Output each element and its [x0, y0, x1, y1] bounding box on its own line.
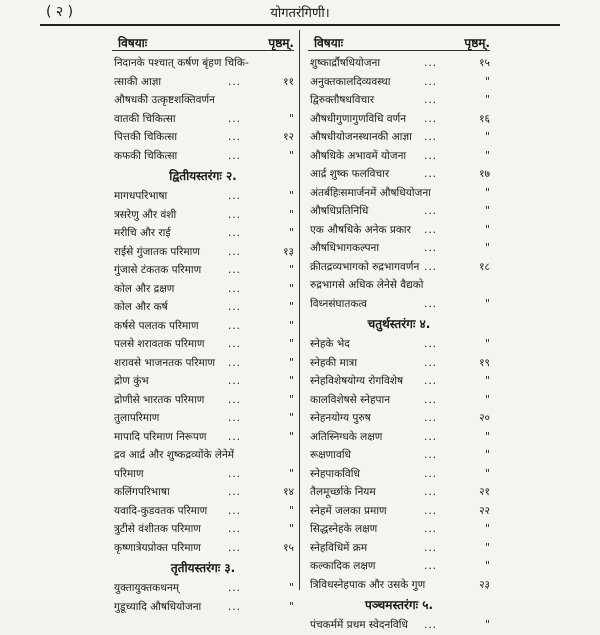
entry-title: मापादि परिमाण निरूपण — [114, 430, 207, 443]
entry-title: गुडूच्यादि औषधियोजना — [114, 600, 202, 613]
index-entry — [112, 261, 294, 280]
entry-title: द्रव आर्द्र और शुष्कद्रव्योंके लेनेमें — [114, 449, 235, 461]
index-entry — [112, 354, 294, 373]
entry-leader: ... — [424, 430, 438, 443]
entry-leader: ... — [424, 57, 438, 69]
entry-title: द्रोणीसे भारतक परिमाण — [114, 393, 205, 406]
entry-title: स्नेहविशेषयोग्य रोगविशेष — [310, 375, 404, 387]
right-entries-1 — [308, 54, 490, 313]
index-entry — [308, 276, 490, 295]
entry-leader: ... — [228, 301, 242, 313]
index-entry — [308, 557, 490, 576]
index-entry — [112, 73, 294, 92]
index-entry — [112, 579, 294, 598]
index-entry — [308, 465, 490, 484]
entry-title: कलिंगपरिभाषा — [114, 486, 170, 498]
entry-leader: ... — [424, 541, 438, 554]
index-entry — [308, 409, 490, 428]
entry-title: औषधकी उत्कृष्टशक्तिवर्णन — [114, 94, 215, 106]
entry-page: " — [485, 94, 490, 106]
page-header — [40, 0, 560, 26]
entry-leader: ... — [228, 338, 242, 350]
entry-leader: ... — [424, 375, 438, 387]
entry-title: विध्नसंघातकत्व — [310, 297, 368, 310]
entry-title: औषधिभागकल्पना — [310, 242, 380, 254]
section-heading: चतुर्थस्तरंगः ४. — [367, 317, 431, 331]
index-entry — [112, 91, 294, 110]
entry-title: निदानके पश्चात् कर्षण बृंहण चिकि- — [114, 57, 249, 69]
entry-page: " — [289, 467, 294, 480]
entry-leader: ... — [424, 412, 438, 424]
index-entry — [112, 298, 294, 317]
entry-leader: ... — [424, 223, 438, 236]
index-entry — [308, 54, 490, 73]
entry-leader: ... — [424, 149, 438, 162]
left-entries-3 — [112, 579, 294, 616]
entry-leader: ... — [228, 75, 242, 88]
entry-page: " — [485, 297, 490, 310]
entry-page: " — [289, 356, 294, 369]
column-divider — [299, 30, 300, 590]
entry-leader: ... — [228, 208, 242, 221]
entry-leader: ... — [228, 319, 242, 332]
index-entry — [112, 520, 294, 539]
entry-leader: ... — [424, 297, 438, 310]
entry-leader: ... — [424, 393, 438, 406]
index-entry — [112, 483, 294, 502]
entry-page: " — [289, 393, 294, 406]
entry-title: कल्कादिक लक्षण — [310, 560, 376, 572]
entry-page: " — [289, 430, 294, 443]
entry-page: " — [485, 75, 490, 88]
entry-title: कोल और कर्ष — [114, 301, 168, 313]
entry-page: " — [289, 301, 294, 313]
entry-title: गुंजासे टंकतक परिमाण — [114, 264, 202, 276]
entry-title: अंतर्बहिःसमार्जनमें औषधियोजना — [310, 186, 431, 199]
entry-page: " — [485, 619, 490, 631]
entry-page: " — [289, 600, 294, 613]
right-column-heading — [308, 30, 490, 50]
index-entry — [308, 335, 490, 354]
entry-page: १५ — [283, 541, 294, 554]
entry-leader: ... — [424, 356, 438, 369]
entry-title: कालविशेषसे स्नेहपान — [310, 393, 391, 406]
entry-title: त्रसरेणु और वंशी — [114, 208, 177, 221]
index-entry — [308, 110, 490, 129]
entry-title: स्नेहनयोग्य पुरुष — [310, 412, 371, 424]
entry-title: द्विरुक्तौषधविचार — [310, 94, 375, 106]
index-entry — [308, 502, 490, 521]
index-entry — [308, 91, 490, 110]
entry-page: " — [289, 375, 294, 387]
entry-leader: ... — [228, 356, 242, 369]
index-entry — [308, 372, 490, 391]
entry-leader: ... — [228, 282, 242, 295]
index-entry — [308, 184, 490, 203]
entry-leader: ... — [228, 245, 242, 258]
entry-leader: ... — [424, 619, 438, 631]
entry-page: " — [485, 205, 490, 217]
entry-leader: ... — [424, 94, 438, 106]
entry-title: औषधीयोजनस्थानकी आज्ञा — [310, 131, 412, 143]
entry-title: स्नेहमें जलका प्रमाण — [310, 504, 387, 517]
entry-page: १९ — [479, 356, 490, 369]
entry-page: " — [485, 467, 490, 480]
entry-title: त्साकी आज्ञा — [114, 75, 162, 88]
entry-title: अतिस्निग्धके लक्षण — [310, 430, 383, 443]
index-entry — [112, 391, 294, 410]
entry-leader: ... — [228, 541, 242, 554]
entry-title: यवादि-कुडवतक परिमाण — [114, 504, 208, 517]
entry-page: " — [289, 582, 294, 594]
entry-title: कफकी चिकित्सा — [114, 149, 178, 162]
entry-page: १८ — [479, 260, 490, 273]
left-column — [112, 30, 294, 616]
index-entry — [112, 335, 294, 354]
entry-title: मरीचि और राई — [114, 227, 171, 239]
index-entry — [308, 165, 490, 184]
index-entry — [308, 616, 490, 635]
index-entry — [308, 239, 490, 258]
index-entry — [308, 483, 490, 502]
entry-page: १७ — [479, 168, 490, 180]
entry-page: " — [485, 449, 490, 461]
index-entry — [308, 446, 490, 465]
entry-leader: ... — [424, 338, 438, 350]
entry-title: त्रिविधस्नेहपाक और उसके गुण — [310, 578, 426, 591]
entry-page: " — [289, 208, 294, 221]
entry-title: वातकी चिकित्सा — [114, 112, 176, 125]
index-entry — [112, 187, 294, 206]
index-entry — [112, 224, 294, 243]
entry-page: " — [289, 112, 294, 125]
entry-title: पलसे शरावतक परिमाण — [114, 338, 205, 350]
entry-page: " — [485, 523, 490, 535]
entry-leader: ... — [424, 75, 438, 88]
right-column — [308, 30, 490, 635]
index-entry — [112, 446, 294, 465]
entry-title: पित्तकी चिकित्सा — [114, 131, 178, 143]
entry-title: मागधपरिभाषा — [114, 190, 168, 202]
entry-title: परिमाण — [114, 467, 144, 480]
entry-page: १६ — [479, 112, 490, 125]
index-entry — [112, 243, 294, 262]
entry-page: " — [289, 523, 294, 535]
entry-leader: ... — [424, 112, 438, 125]
entry-leader: ... — [424, 560, 438, 572]
entry-page: १५ — [479, 57, 490, 69]
right-entries-2 — [308, 335, 490, 594]
index-entry — [112, 539, 294, 558]
entry-page: " — [485, 131, 490, 143]
entry-title: युक्तायुक्तकथनम् — [114, 582, 180, 594]
entry-leader: ... — [424, 242, 438, 254]
index-entry — [112, 598, 294, 617]
entry-leader: ... — [228, 467, 242, 480]
entry-title: स्नेहकी मात्रा — [310, 356, 358, 369]
entry-page: " — [289, 264, 294, 276]
index-entry — [112, 110, 294, 129]
entry-page: २३ — [479, 578, 490, 591]
section-heading: द्वितीयस्तरंगः २. — [169, 169, 237, 183]
entry-page: " — [289, 338, 294, 350]
left-entries-2 — [112, 187, 294, 557]
index-entry — [112, 465, 294, 484]
index-entry — [308, 202, 490, 221]
index-entry — [308, 391, 490, 410]
entry-title: स्नेहविधिमें क्रम — [310, 541, 368, 554]
entry-page: " — [485, 375, 490, 387]
entry-title: एक औषधिके अनेक प्रकार — [310, 223, 411, 236]
entry-leader: ... — [228, 131, 242, 143]
entry-page: " — [485, 430, 490, 443]
entry-title: कोल और द्रक्षण — [114, 282, 175, 295]
right-entries-3 — [308, 616, 490, 635]
entry-leader: ... — [228, 412, 242, 424]
entry-leader: ... — [228, 582, 242, 594]
index-entry — [308, 258, 490, 277]
entry-page: " — [289, 504, 294, 517]
entry-page: " — [289, 319, 294, 332]
entry-page: " — [485, 338, 490, 350]
entry-page: ११ — [283, 75, 294, 88]
entry-page: " — [289, 190, 294, 202]
section-heading: पञ्चमस्तरंगः ५. — [364, 598, 434, 612]
index-entry — [112, 147, 294, 166]
entry-leader: ... — [424, 260, 438, 273]
entry-title: औषधीगुणागुणविधि वर्णन — [310, 112, 407, 125]
entry-leader: ... — [424, 205, 438, 217]
entry-title: शुष्कार्द्रौषधियोजना — [310, 57, 381, 69]
entry-title: औषधिके अभावमें योजना — [310, 149, 407, 162]
entry-leader: ... — [228, 430, 242, 443]
index-entry — [112, 206, 294, 225]
entry-page: २० — [479, 412, 490, 424]
entry-leader: ... — [424, 131, 438, 143]
entry-page: " — [485, 186, 490, 199]
entry-leader: ... — [228, 393, 242, 406]
entry-page: " — [485, 393, 490, 406]
page-number: ( २ ) — [46, 4, 74, 20]
entry-title: स्नेहपाकविधि — [310, 467, 360, 480]
entry-page: १३ — [283, 245, 294, 258]
entry-page: " — [289, 149, 294, 162]
entry-leader: ... — [228, 227, 242, 239]
entry-page: " — [485, 242, 490, 254]
index-entry — [308, 354, 490, 373]
entry-page: " — [485, 560, 490, 572]
index-entry — [112, 54, 294, 73]
entry-title: शरावसे भाजनतक परिमाण — [114, 356, 216, 369]
entry-page: १२ — [283, 131, 294, 143]
index-entry — [112, 128, 294, 147]
entry-leader: ... — [424, 168, 438, 180]
entry-page: " — [485, 541, 490, 554]
index-entry — [112, 280, 294, 299]
entry-leader: ... — [228, 504, 242, 517]
entry-title: कृष्णात्रेयप्रोक्त परिमाण — [114, 541, 201, 554]
entry-leader: ... — [228, 112, 242, 125]
entry-title: कर्षसे पलतक परिमाण — [114, 319, 199, 332]
entry-title: सिद्धस्नेहके लक्षण — [310, 523, 378, 535]
index-entry — [308, 539, 490, 558]
entry-leader: ... — [228, 149, 242, 162]
entry-leader: ... — [424, 467, 438, 480]
entry-leader: ... — [228, 375, 242, 387]
section-heading: तृतीयस्तरंगः ३. — [170, 561, 236, 575]
index-entry — [308, 576, 490, 595]
entry-title: आर्द्र शुष्क फलविचार — [310, 168, 390, 180]
entry-title: रुद्रभागसे अधिक लेनेसे वैद्यको — [310, 279, 424, 291]
entry-leader: ... — [228, 523, 242, 535]
index-entry — [112, 372, 294, 391]
left-entries-1 — [112, 54, 294, 165]
entry-title: तैलमूर्च्छाके नियम — [310, 486, 376, 498]
index-entry — [308, 520, 490, 539]
entry-title: पंचकर्ममें प्रथम स्वेदनविधि — [310, 619, 408, 631]
entry-leader: ... — [424, 523, 438, 535]
subject-heading: विषयाः — [314, 36, 344, 50]
entry-page: १४ — [283, 486, 294, 498]
index-entry — [308, 428, 490, 447]
entry-leader: ... — [424, 449, 438, 461]
entry-page: २२ — [479, 504, 490, 517]
index-entry — [308, 128, 490, 147]
entry-leader: ... — [228, 190, 242, 202]
entry-title: रूक्षणावधि — [310, 449, 352, 461]
index-entry — [112, 317, 294, 336]
entry-title: त्रुटीसे वंशीतक परिमाण — [114, 523, 201, 535]
entry-page: " — [289, 282, 294, 295]
left-column-heading — [112, 30, 294, 50]
subject-heading: विषयाः — [118, 36, 148, 50]
entry-page: " — [485, 223, 490, 236]
entry-title: क्रीतद्रव्यभागको रुद्रभागवर्णन — [310, 260, 420, 273]
entry-title: तुलापरिमाण — [114, 412, 160, 424]
entry-title: राईसे गुंजातक परिमाण — [114, 245, 200, 258]
entry-page: " — [289, 227, 294, 239]
entry-leader: ... — [228, 264, 242, 276]
entry-leader: ... — [424, 486, 438, 498]
index-entry — [308, 221, 490, 240]
entry-title: स्नेहके भेद — [310, 338, 350, 350]
entry-page: " — [485, 149, 490, 162]
entry-title: द्रोण कुंभ — [114, 375, 149, 387]
entry-leader: ... — [228, 486, 242, 498]
index-entry — [308, 73, 490, 92]
entry-leader: ... — [424, 504, 438, 517]
entry-page: २१ — [479, 486, 490, 498]
index-entry — [112, 428, 294, 447]
index-entry — [112, 502, 294, 521]
index-entry — [112, 409, 294, 428]
index-entry — [308, 147, 490, 166]
index-entry — [308, 295, 490, 314]
page-heading: पृष्ठम्. — [268, 36, 294, 50]
running-title: योगतरंगिणी। — [270, 6, 330, 21]
entry-title: औषधिप्रतिनिधि — [310, 205, 369, 217]
page-heading: पृष्ठम्. — [464, 36, 490, 50]
entry-title: अनुक्तकालदिव्यवस्था — [310, 75, 391, 88]
entry-page: " — [289, 412, 294, 424]
entry-leader: ... — [228, 600, 242, 613]
